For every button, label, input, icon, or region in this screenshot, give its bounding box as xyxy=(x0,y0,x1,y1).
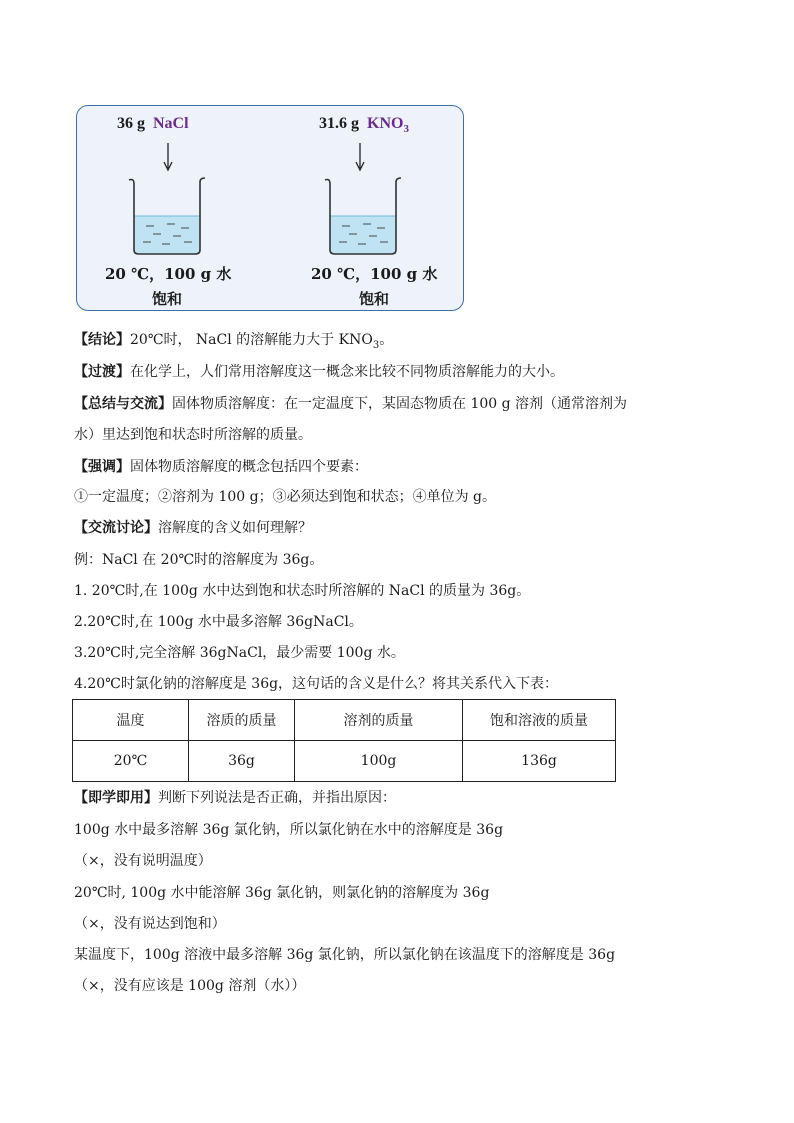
right-solute-label xyxy=(319,115,409,135)
statement-2: 20℃时, 100g 水中能溶解 36g 氯化钠，则氯化钠的溶解度为 36g xyxy=(74,885,490,901)
point-2: 2.20℃时,在 100g 水中最多溶解 36gNaCl。 xyxy=(74,614,363,630)
summary-line-2: 水）里达到饱和状态时所溶解的质量。 xyxy=(74,427,312,443)
left-solute-label xyxy=(117,115,189,133)
point-1: 1. 20℃时,在 100g 水中达到饱和状态时所溶解的 NaCl 的质量为 36g。 xyxy=(74,583,531,599)
beaker-figure xyxy=(76,105,464,311)
table-header: 溶剂的质量 xyxy=(295,700,463,741)
example-line: 例：NaCl 在 20℃时的溶解度为 36g。 xyxy=(74,552,324,568)
table-cell: 36g xyxy=(189,741,295,782)
answer-3: （×，没有应该是 100g 溶剂（水）） xyxy=(74,978,306,994)
table-cell: 20℃ xyxy=(73,741,189,782)
answer-2: （×，没有说达到饱和） xyxy=(74,916,226,932)
table-row xyxy=(73,741,616,782)
statement-3: 某温度下，100g 溶液中最多溶解 36g 氯化钠，所以氯化钠在该温度下的溶解度是 36g xyxy=(74,947,616,963)
left-state: 饱和 xyxy=(152,290,183,308)
table-header: 饱和溶液的质量 xyxy=(463,700,616,741)
summary-line: 【总结与交流】固体物质溶解度：在一定温度下，某固态物质在 100 g 溶剂（通常溶剂为 xyxy=(74,396,628,412)
table-cell: 100g xyxy=(295,741,463,782)
right-beaker xyxy=(325,178,401,254)
discussion-line: 【交流讨论】溶解度的含义如何理解？ xyxy=(74,520,312,536)
elements-line: ①一定温度；②溶剂为 100 g；③必须达到饱和状态；④单位为 g。 xyxy=(74,489,496,505)
transition-line: 【过渡】在化学上，人们常用溶解度这一概念来比较不同物质溶解能力的大小。 xyxy=(74,364,564,380)
left-beaker xyxy=(129,178,205,254)
table-header: 溶质的质量 xyxy=(189,700,295,741)
right-mass: 31.6 g xyxy=(319,115,359,132)
right-state: 饱和 xyxy=(359,290,390,308)
statement-1: 100g 水中最多溶解 36g 氯化钠，所以氯化钠在水中的溶解度是 36g xyxy=(74,822,504,838)
emphasis-line: 【强调】固体物质溶解度的概念包括四个要素： xyxy=(74,459,368,475)
table-header: 温度 xyxy=(73,700,189,741)
right-condition: 20 ℃，100 g 水 xyxy=(311,265,438,283)
practice-line: 【即学即用】判断下列说法是否正确，并指出原因： xyxy=(74,790,396,806)
point-3: 3.20℃时,完全溶解 36gNaCl，最少需要 100g 水。 xyxy=(74,645,405,661)
left-mass: 36 g xyxy=(117,115,145,132)
left-chem: NaCl xyxy=(153,115,189,132)
left-condition: 20 ℃，100 g 水 xyxy=(105,265,232,283)
conclusion-line: 【结论】20℃时， NaCl 的溶解能力大于 $KNO_3$。 xyxy=(74,332,394,351)
table-header-row xyxy=(73,700,616,741)
point-4: 4.20℃时氯化钠的溶解度是 36g，这句话的含义是什么？将其关系代入下表： xyxy=(74,676,559,692)
right-chem: $KNO_3$ xyxy=(367,115,409,136)
solubility-table xyxy=(72,699,616,782)
answer-1: （×，没有说明温度） xyxy=(74,853,212,869)
table-cell: 136g xyxy=(463,741,616,782)
